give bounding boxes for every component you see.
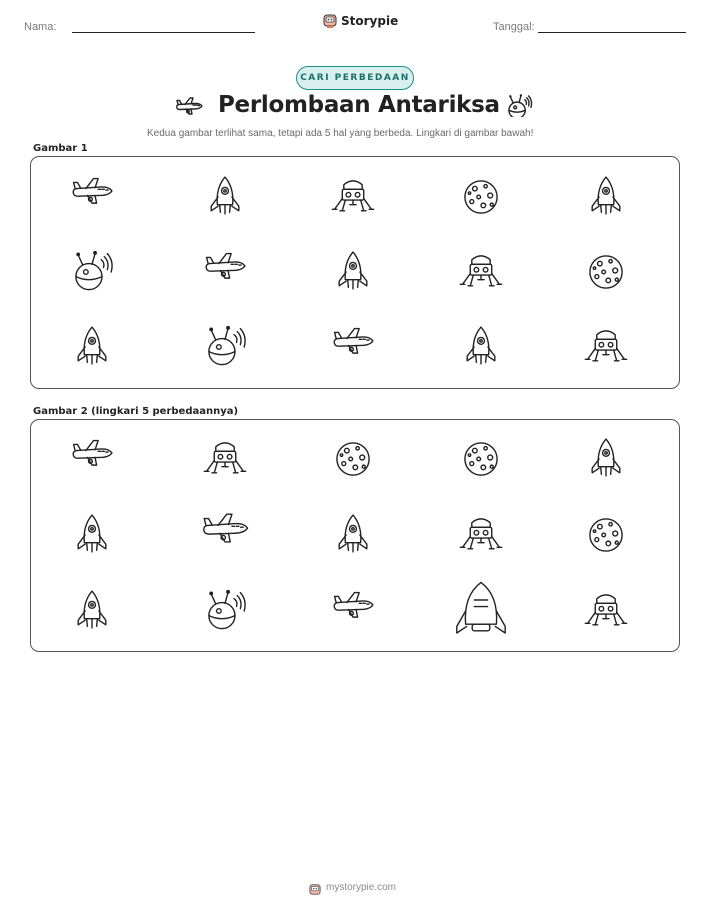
footer (309, 881, 396, 894)
moon-icon[interactable] (330, 436, 376, 482)
brand-name: Storypie (341, 13, 399, 28)
name-label: Nama: (24, 21, 57, 33)
rocket-icon (583, 174, 629, 220)
airplane-icon (69, 174, 115, 220)
rocket-icon[interactable] (330, 512, 376, 558)
rocket-icon[interactable] (448, 578, 514, 644)
lunar-lander-icon[interactable] (583, 588, 629, 634)
picture-1-label: Gambar 1 (33, 143, 88, 154)
satellite-icon (504, 93, 534, 117)
airplane-icon (330, 324, 376, 370)
rocket-icon (202, 174, 248, 220)
rocket-icon[interactable] (69, 588, 115, 634)
satellite-icon (202, 324, 248, 370)
date-label: Tanggal: (493, 21, 535, 33)
storypie-mascot-icon (323, 13, 337, 28)
lunar-lander-icon (458, 249, 504, 295)
rocket-icon (69, 324, 115, 370)
lunar-lander-icon[interactable] (458, 512, 504, 558)
storypie-mascot-icon (309, 881, 321, 894)
lunar-lander-icon (583, 324, 629, 370)
worksheet-type-badge: CARI PERBEDAAN (296, 66, 414, 90)
brand-logo (323, 13, 398, 28)
rocket-icon (330, 249, 376, 295)
picture-2-label: Gambar 2 (lingkari 5 perbedaannya) (33, 406, 239, 417)
rocket-icon (458, 324, 504, 370)
airplane-icon[interactable] (192, 509, 258, 561)
lunar-lander-icon[interactable] (202, 436, 248, 482)
rocket-icon[interactable] (69, 512, 115, 558)
page-title: Perlombaan Antariksa (218, 92, 500, 118)
rocket-icon[interactable] (583, 436, 629, 482)
footer-url[interactable]: mystorypie.com (326, 882, 397, 893)
airplane-icon (202, 249, 248, 295)
airplane-icon[interactable] (330, 588, 376, 634)
satellite-icon[interactable] (202, 588, 248, 634)
moon-icon[interactable] (458, 436, 504, 482)
moon-icon (583, 249, 629, 295)
airplane-icon (174, 94, 204, 116)
date-field[interactable] (538, 32, 686, 33)
airplane-icon[interactable] (69, 436, 115, 482)
moon-icon (458, 174, 504, 220)
instructions-text: Kedua gambar terlihat sama, tetapi ada 5 hal yang berbeda. Lingkari di gambar bawah! (147, 128, 534, 139)
satellite-icon (69, 249, 115, 295)
lunar-lander-icon (330, 174, 376, 220)
moon-icon[interactable] (583, 512, 629, 558)
name-field[interactable] (72, 32, 255, 33)
